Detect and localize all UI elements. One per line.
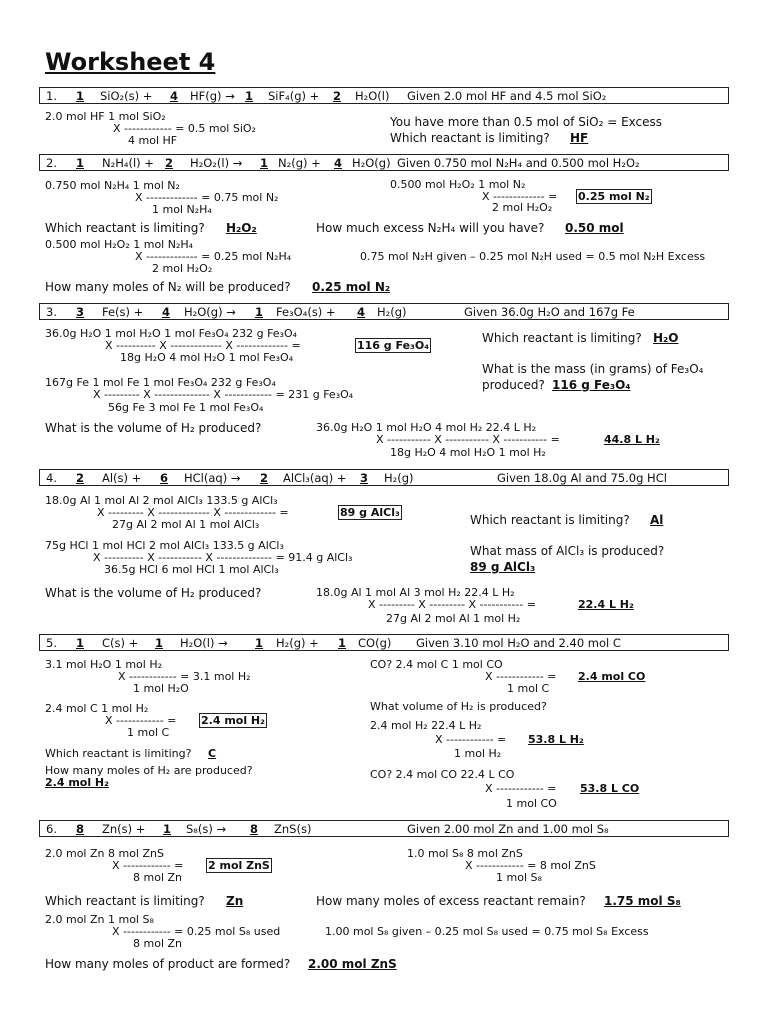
calc-line: 1.0 mol S₈ 8 mol ZnS bbox=[407, 847, 523, 860]
calc-line: 56g Fe 3 mol Fe 1 mol Fe₃O₄ bbox=[108, 401, 264, 414]
limiting-answer: H₂O bbox=[653, 331, 679, 345]
formula: AlCl₃(aq) + bbox=[283, 471, 347, 485]
calc-line: 2 mol H₂O₂ bbox=[152, 262, 213, 275]
calc-line: X ------------ = 0.5 mol SiO₂ bbox=[113, 122, 256, 135]
calc-line: X ------------ = bbox=[485, 782, 557, 795]
calc-line: 1 mol H₂ bbox=[454, 747, 502, 760]
calc-line: 18.0g Al 1 mol Al 2 mol AlCl₃ 133.5 g AlCl₃ bbox=[45, 494, 278, 507]
excess-answer: 0.50 mol bbox=[565, 221, 624, 235]
coefficient: 4 bbox=[170, 89, 179, 103]
coefficient: 2 bbox=[260, 471, 269, 485]
calc-line: 8 mol Zn bbox=[133, 871, 183, 884]
calc-line: 1 mol CO bbox=[506, 797, 557, 810]
coefficient: 2 bbox=[333, 89, 342, 103]
coefficient: 6 bbox=[160, 471, 169, 485]
excess-calc: 1.00 mol S₈ given – 0.25 mol S₈ used = 0.75 mol S₈ Excess bbox=[325, 925, 649, 938]
calc-line: 36.0g H₂O 1 mol H₂O 1 mol Fe₃O₄ 232 g Fe₃O₄ bbox=[45, 327, 298, 340]
volume-question: What volume of H₂ is produced? bbox=[370, 700, 547, 713]
formula: SiO₂(s) + bbox=[100, 89, 153, 103]
formula: H₂O(l) bbox=[355, 89, 390, 103]
calc-line: 2.4 mol C 1 mol H₂ bbox=[45, 702, 149, 715]
volume-answer: 53.8 L CO bbox=[580, 782, 640, 795]
formula: CO(g) bbox=[358, 636, 392, 650]
calc-line: 1 mol N₂H₄ bbox=[152, 203, 212, 216]
moles-question: How many moles of H₂ are produced? bbox=[45, 764, 253, 777]
boxed-answer: 2.4 mol H₂ bbox=[201, 714, 265, 727]
formula: Al(s) + bbox=[102, 471, 142, 485]
product-question: How many moles of product are formed? bbox=[45, 957, 291, 971]
calc-line: 18.0g Al 1 mol Al 3 mol H₂ 22.4 L H₂ bbox=[316, 586, 515, 599]
formula: H₂O₂(l) → bbox=[190, 156, 243, 170]
calc-line: 2 mol H₂O₂ bbox=[492, 201, 553, 214]
calc-line: 36.5g HCl 6 mol HCl 1 mol AlCl₃ bbox=[104, 563, 279, 576]
calc-line: 1 mol H₂O bbox=[133, 682, 189, 695]
calc-line: X ------------ = 0.25 mol S₈ used bbox=[112, 925, 281, 938]
formula: H₂(g) bbox=[384, 471, 414, 485]
limiting-question: Which reactant is limiting? bbox=[45, 894, 205, 908]
calc-line: 2.0 mol Zn 1 mol S₈ bbox=[45, 913, 154, 926]
coefficient: 1 bbox=[338, 636, 347, 650]
calc-line: X ---------- X ----------- X -------------- = 91.4 g AlCl₃ bbox=[93, 551, 353, 564]
boxed-answer: 89 g AlCl₃ bbox=[340, 506, 400, 519]
moles-answer: 0.25 mol N₂ bbox=[312, 280, 391, 294]
formula: C(s) + bbox=[102, 636, 139, 650]
coefficient: 2 bbox=[165, 156, 174, 170]
calc-line: X ---------- X ------------- X ------------- = bbox=[105, 339, 301, 352]
volume-answer: 22.4 L H₂ bbox=[578, 598, 634, 611]
calc-line: X --------- X ------------- X ------------- = bbox=[97, 506, 289, 519]
problem-number: 4. bbox=[46, 471, 57, 485]
excess-question: How much excess N₂H₄ will you have? bbox=[316, 221, 545, 235]
excess-question: How many moles of excess reactant remain? bbox=[316, 894, 586, 908]
moles-answer: 2.4 mol H₂ bbox=[45, 776, 109, 789]
coefficient: 4 bbox=[334, 156, 343, 170]
calc-line: 0.750 mol N₂H₄ 1 mol N₂ bbox=[45, 179, 180, 192]
calc-line: 18g H₂O 4 mol H₂O 1 mol H₂ bbox=[390, 446, 546, 459]
limiting-question: Which reactant is limiting? bbox=[470, 513, 630, 527]
coefficient: 8 bbox=[250, 822, 259, 836]
calc-line: 18g H₂O 4 mol H₂O 1 mol Fe₃O₄ bbox=[120, 351, 294, 364]
calc-line: X ------------ = bbox=[112, 859, 184, 872]
coefficient: 1 bbox=[76, 156, 85, 170]
problem-number: 3. bbox=[46, 305, 57, 319]
calc-line: 3.1 mol H₂O 1 mol H₂ bbox=[45, 658, 162, 671]
product-answer: 2.00 mol ZnS bbox=[308, 957, 397, 971]
formula: H₂O(l) → bbox=[180, 636, 228, 650]
formula: Fe(s) + bbox=[102, 305, 144, 319]
excess-calc: 0.75 mol N₂H given – 0.25 mol N₂H used = 0.5 mol N₂H Excess bbox=[360, 250, 706, 263]
coefficient: 2 bbox=[76, 471, 85, 485]
calc-line: X ------------ = 8 mol ZnS bbox=[465, 859, 596, 872]
calc-line: 2.4 mol H₂ 22.4 L H₂ bbox=[370, 719, 482, 732]
problem-4-header bbox=[39, 469, 729, 486]
excess-answer: 1.75 mol S₈ bbox=[604, 894, 681, 908]
formula: S₈(s) → bbox=[186, 822, 227, 836]
formula: N₂(g) + bbox=[278, 156, 321, 170]
problem-number: 5. bbox=[46, 636, 57, 650]
calc-line: X ------------ = bbox=[105, 714, 177, 727]
problem-3-header bbox=[39, 303, 729, 320]
calc-line: X ------------ = bbox=[435, 733, 507, 746]
formula: H₂(g) bbox=[377, 305, 407, 319]
calc-line: 2.0 mol Zn 8 mol ZnS bbox=[45, 847, 164, 860]
problem-6-header bbox=[39, 820, 729, 837]
problem-5-header bbox=[39, 634, 729, 651]
calc-line: CO? 2.4 mol CO 22.4 L CO bbox=[370, 768, 515, 781]
coefficient: 1 bbox=[255, 636, 264, 650]
limiting-question: Which reactant is limiting? bbox=[482, 331, 642, 345]
given-statement: Given 0.750 mol N₂H₄ and 0.500 mol H₂O₂ bbox=[397, 156, 640, 170]
formula: ZnS(s) bbox=[274, 822, 312, 836]
calc-line: X ------------ = 3.1 mol H₂ bbox=[118, 670, 251, 683]
coefficient: 4 bbox=[162, 305, 171, 319]
boxed-answer: 0.25 mol N₂ bbox=[578, 190, 650, 203]
coefficient: 1 bbox=[163, 822, 172, 836]
calc-line: 8 mol Zn bbox=[133, 937, 183, 950]
problem-number: 2. bbox=[46, 156, 57, 170]
calc-line: X ----------- X ----------- X ----------- = bbox=[376, 433, 560, 446]
calc-line: 27g Al 2 mol Al 1 mol AlCl₃ bbox=[112, 518, 260, 531]
mass-answer: 116 g Fe₃O₄ bbox=[552, 378, 631, 392]
calc-line: 1 mol C bbox=[507, 682, 550, 695]
calc-line: 75g HCl 1 mol HCl 2 mol AlCl₃ 133.5 g AlCl₃ bbox=[45, 539, 284, 552]
limiting-answer: Zn bbox=[226, 894, 244, 908]
limiting-answer: H₂O₂ bbox=[226, 221, 257, 235]
calc-line: 36.0g H₂O 1 mol H₂O 4 mol H₂ 22.4 L H₂ bbox=[316, 421, 537, 434]
calc-line: X --------- X --------- X ----------- = bbox=[368, 598, 536, 611]
volume-answer: 53.8 L H₂ bbox=[528, 733, 584, 746]
limiting-answer: HF bbox=[570, 131, 589, 145]
boxed-answer: 116 g Fe₃O₄ bbox=[357, 339, 430, 352]
coefficient: 1 bbox=[76, 636, 85, 650]
page-title: Worksheet 4 bbox=[45, 48, 216, 76]
boxed-answer: 2 mol ZnS bbox=[208, 859, 270, 872]
mass-question: produced? bbox=[482, 378, 545, 392]
given-statement: Given 2.00 mol Zn and 1.00 mol S₈ bbox=[407, 822, 609, 836]
formula: Zn(s) + bbox=[102, 822, 146, 836]
problem-2-header bbox=[39, 154, 729, 171]
limiting-answer: C bbox=[208, 747, 217, 760]
answer: 2.4 mol CO bbox=[578, 670, 646, 683]
formula: H₂O(g) bbox=[352, 156, 391, 170]
coefficient: 8 bbox=[76, 822, 85, 836]
limiting-question: Which reactant is limiting? bbox=[390, 131, 550, 145]
formula: HCl(aq) → bbox=[184, 471, 241, 485]
formula: H₂(g) + bbox=[276, 636, 319, 650]
calc-line: X ------------- = 0.75 mol N₂ bbox=[135, 191, 279, 204]
limiting-answer: Al bbox=[650, 513, 664, 527]
calc-line: 4 mol HF bbox=[128, 134, 178, 147]
calc-line: 0.500 mol H₂O₂ 1 mol N₂ bbox=[390, 178, 526, 191]
formula: H₂O(g) → bbox=[184, 305, 236, 319]
limiting-question: Which reactant is limiting? bbox=[45, 221, 205, 235]
coefficient: 3 bbox=[360, 471, 369, 485]
formula: HF(g) → bbox=[190, 89, 235, 103]
coefficient: 1 bbox=[76, 89, 85, 103]
coefficient: 4 bbox=[357, 305, 366, 319]
given-statement: Given 2.0 mol HF and 4.5 mol SiO₂ bbox=[407, 89, 607, 103]
formula: N₂H₄(l) + bbox=[102, 156, 154, 170]
coefficient: 1 bbox=[245, 89, 254, 103]
coefficient: 1 bbox=[260, 156, 269, 170]
calc-line: 1 mol C bbox=[127, 726, 170, 739]
problem-1-header bbox=[39, 87, 729, 104]
volume-question: What is the volume of H₂ produced? bbox=[45, 421, 262, 435]
problem-number: 1. bbox=[46, 89, 57, 103]
calc-line: X ------------- = 0.25 mol N₂H₄ bbox=[135, 250, 292, 263]
calc-line: 167g Fe 1 mol Fe 1 mol Fe₃O₄ 232 g Fe₃O₄ bbox=[45, 376, 276, 389]
given-statement: Given 18.0g Al and 75.0g HCl bbox=[497, 471, 667, 485]
mass-question: What is the mass (in grams) of Fe₃O₄ bbox=[482, 362, 704, 376]
problem-number: 6. bbox=[46, 822, 57, 836]
moles-question: How many moles of N₂ will be produced? bbox=[45, 280, 291, 294]
coefficient: 1 bbox=[155, 636, 164, 650]
volume-answer: 44.8 L H₂ bbox=[604, 433, 660, 446]
mass-answer: 89 g AlCl₃ bbox=[470, 560, 536, 574]
volume-question: What is the volume of H₂ produced? bbox=[45, 586, 262, 600]
coefficient: 1 bbox=[255, 305, 264, 319]
given-statement: Given 3.10 mol H₂O and 2.40 mol C bbox=[416, 636, 621, 650]
calc-line: X ------------- = bbox=[482, 190, 558, 203]
formula: Fe₃O₄(s) + bbox=[276, 305, 336, 319]
calc-line: X --------- X -------------- X ------------ = 231 g Fe₃O₄ bbox=[93, 388, 354, 401]
calc-line: 27g Al 2 mol Al 1 mol H₂ bbox=[386, 612, 521, 625]
calc-line: 2.0 mol HF 1 mol SiO₂ bbox=[45, 110, 166, 123]
excess-statement: You have more than 0.5 mol of SiO₂ = Excess bbox=[390, 115, 663, 129]
coefficient: 3 bbox=[76, 305, 85, 319]
given-statement: Given 36.0g H₂O and 167g Fe bbox=[464, 305, 635, 319]
calc-line: 0.500 mol H₂O₂ 1 mol N₂H₄ bbox=[45, 238, 194, 251]
calc-line: X ------------ = bbox=[485, 670, 557, 683]
mass-question: What mass of AlCl₃ is produced? bbox=[470, 544, 665, 558]
calc-line: 1 mol S₈ bbox=[496, 871, 542, 884]
calc-line: CO? 2.4 mol C 1 mol CO bbox=[370, 658, 503, 671]
limiting-question: Which reactant is limiting? bbox=[45, 747, 192, 760]
formula: SiF₄(g) + bbox=[268, 89, 320, 103]
